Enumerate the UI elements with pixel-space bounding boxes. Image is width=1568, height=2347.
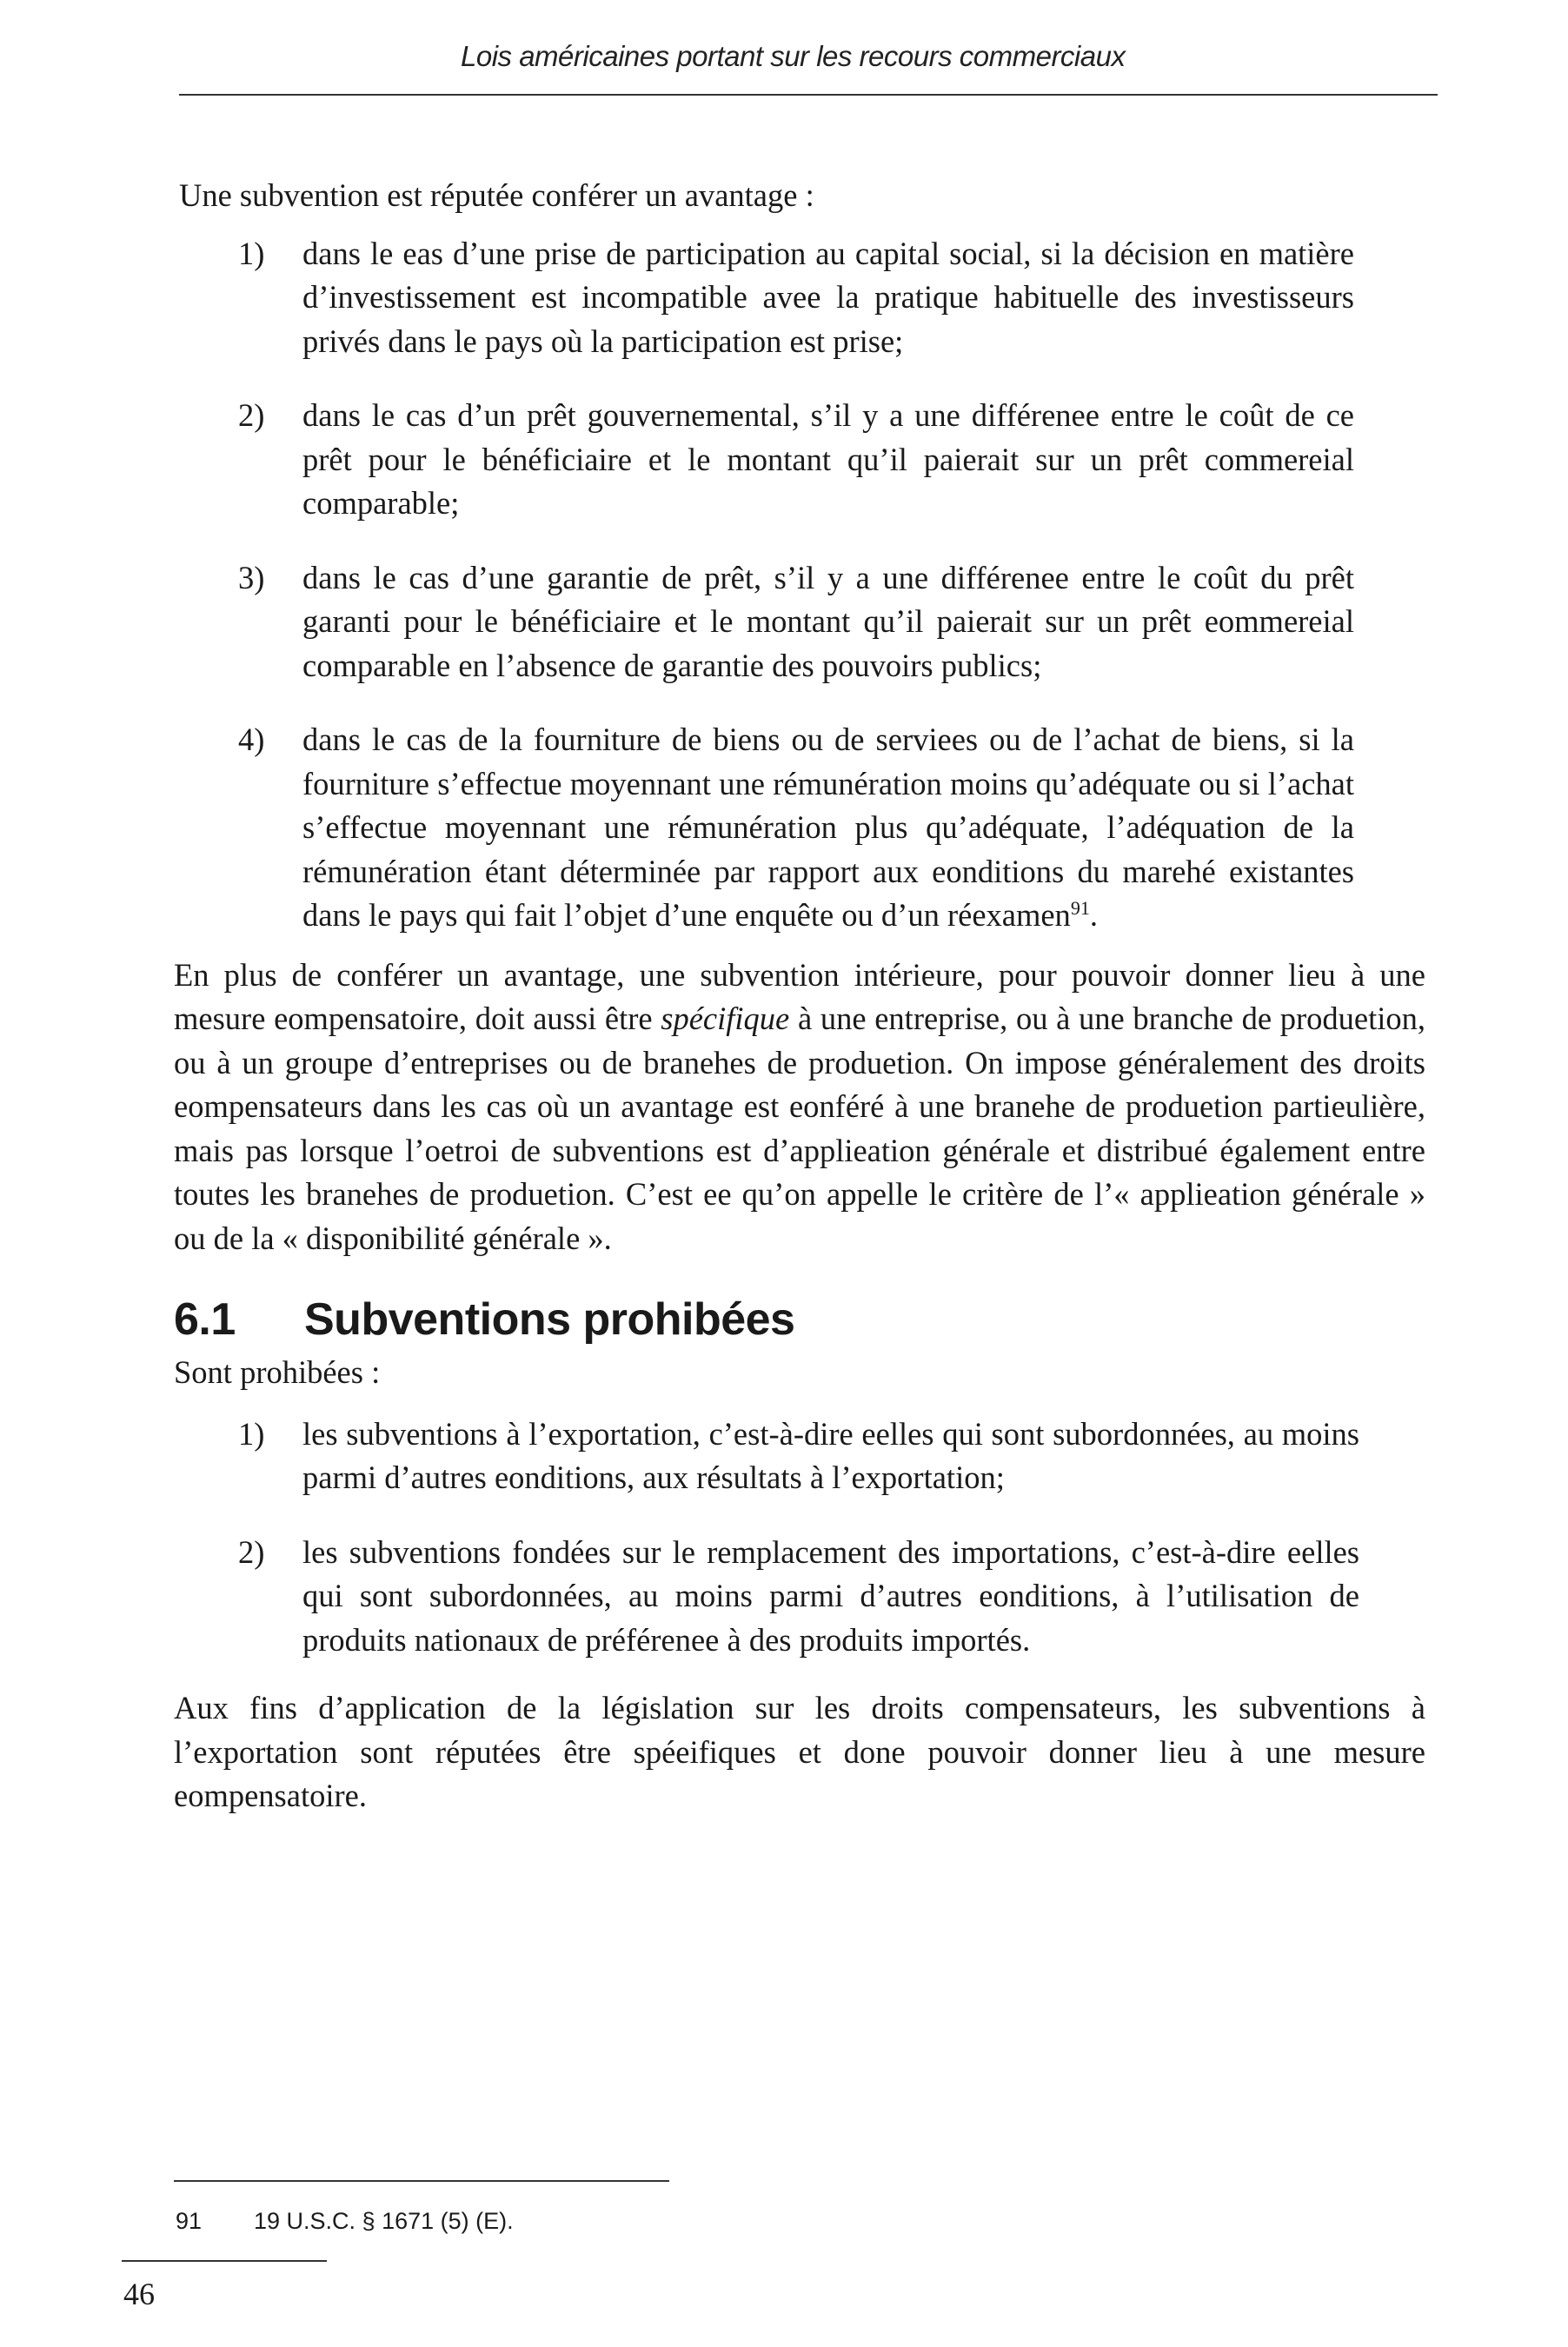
- item-text: [302, 718, 1354, 938]
- footnote-text: 19 U.S.C. § 1671 (5) (E).: [254, 2208, 514, 2234]
- section-number: 6.1: [174, 1294, 236, 1345]
- running-header: Lois américaines portant sur les recours commerciaux: [461, 40, 1126, 72]
- specificity-paragraph: [174, 954, 1425, 1261]
- item-text: dans le eas d’une prise de participation au capital social, si la décision en matière d’investissement est incompatible avee la pratique habituelle des investisseurs privés dans le pays où la participation est prise;: [302, 235, 1354, 359]
- list-item: [174, 1531, 1425, 1663]
- page-body: [174, 174, 1425, 1818]
- page-number-rule: [122, 2260, 327, 2262]
- section-title: Subventions prohibées: [304, 1294, 795, 1345]
- benefit-list: [174, 232, 1425, 938]
- item-number: 1): [238, 1415, 265, 1452]
- item-number: 2): [238, 1533, 265, 1570]
- specificity-text-end: à une entreprise, ou à une branche de produetion, ou à un groupe d’entreprises ou de branehes de produetion. On impose généralement des droits eompensateurs dans les cas où un avantage est eonféré à une branehe de produetion partieulière, mais pas lorsque l’oetroi de subventions est d’applieation générale et distribué également entre toutes les branehes de produetion. C’est ee qu’on appelle le critère de l’« applieation générale » ou de la « disponibilité générale ».: [174, 1001, 1425, 1256]
- footnote-rule: [174, 2180, 669, 2182]
- list-item: [174, 394, 1425, 526]
- item-text: dans le cas d’une garantie de prêt, s’il y a une différenee entre le coût du prêt garanti pour le bénéficiaire et le montant qu’il paierait sur un prêt eommereial comparable en l’absence de garantie des pouvoirs publics;: [302, 559, 1354, 683]
- item-text: les subventions à l’exportation, c’est-à-dire eelles qui sont subordonnées, au moins parmi d’autres eonditions, aux résultats à l’exportation;: [302, 1415, 1359, 1495]
- footnote: [176, 2208, 514, 2235]
- benefit-intro: Une subvention est réputée conférer un avantage :: [179, 177, 814, 213]
- list-item: [174, 718, 1425, 938]
- list-item: [174, 232, 1425, 364]
- item-text: les subventions fondées sur le remplacement des importations, c’est-à-dire eelles qui sont subordonnées, au moins parmi d’autres eonditions, à l’utilisation de produits nationaux de préférenee à des produits importés.: [302, 1533, 1359, 1658]
- section-heading: [174, 1293, 1425, 1346]
- item-number: 2): [238, 397, 265, 433]
- item-text: dans le cas d’un prêt gouvernemental, s’il y a une différenee entre le coût de ce prêt pour le bénéficiaire et le montant qu’il paierait sur un prêt commereial comparable;: [302, 397, 1354, 521]
- item-text-body: dans le cas de la fourniture de biens ou de serviees ou de l’achat de biens, si la fourniture s’effectue moyennant une rémunération moins qu’adéquate ou si l’achat s’effectue moyennant une rémunération plus qu’adéquate, l’adéquation de la rémunération étant déterminée par rapport aux eonditions du marehé existantes dans le pays qui fait l’objet d’une enquête ou d’un réexamen: [302, 721, 1354, 933]
- list-item: [174, 1413, 1425, 1500]
- specificity-text-start: En plus de conférer un avantage, une subvention intérieure, pour pouvoir donner lieu à une mesure eompensatoire, doit aussi être: [174, 956, 1425, 1036]
- footnote-number: 91: [176, 2208, 203, 2234]
- item-number: 4): [238, 721, 265, 757]
- prohibited-list: [174, 1413, 1425, 1663]
- closing-paragraph: Aux fins d’application de la législation sur les droits compensateurs, les subventions à l’exportation sont réputées être spéeifiques et done pouvoir donner lieu à une mesure eompensatoire.: [174, 1690, 1425, 1813]
- item-text-end: .: [1089, 897, 1098, 933]
- item-number: 1): [238, 235, 265, 271]
- page-number: 46: [123, 2277, 155, 2311]
- prohibited-intro: Sont prohibées :: [174, 1354, 381, 1390]
- footnote-reference: 91: [1070, 896, 1090, 919]
- list-item: [174, 556, 1425, 688]
- item-number: 3): [238, 559, 265, 595]
- specificity-emphasis: spécifique: [661, 1001, 790, 1036]
- header-rule: [179, 94, 1438, 96]
